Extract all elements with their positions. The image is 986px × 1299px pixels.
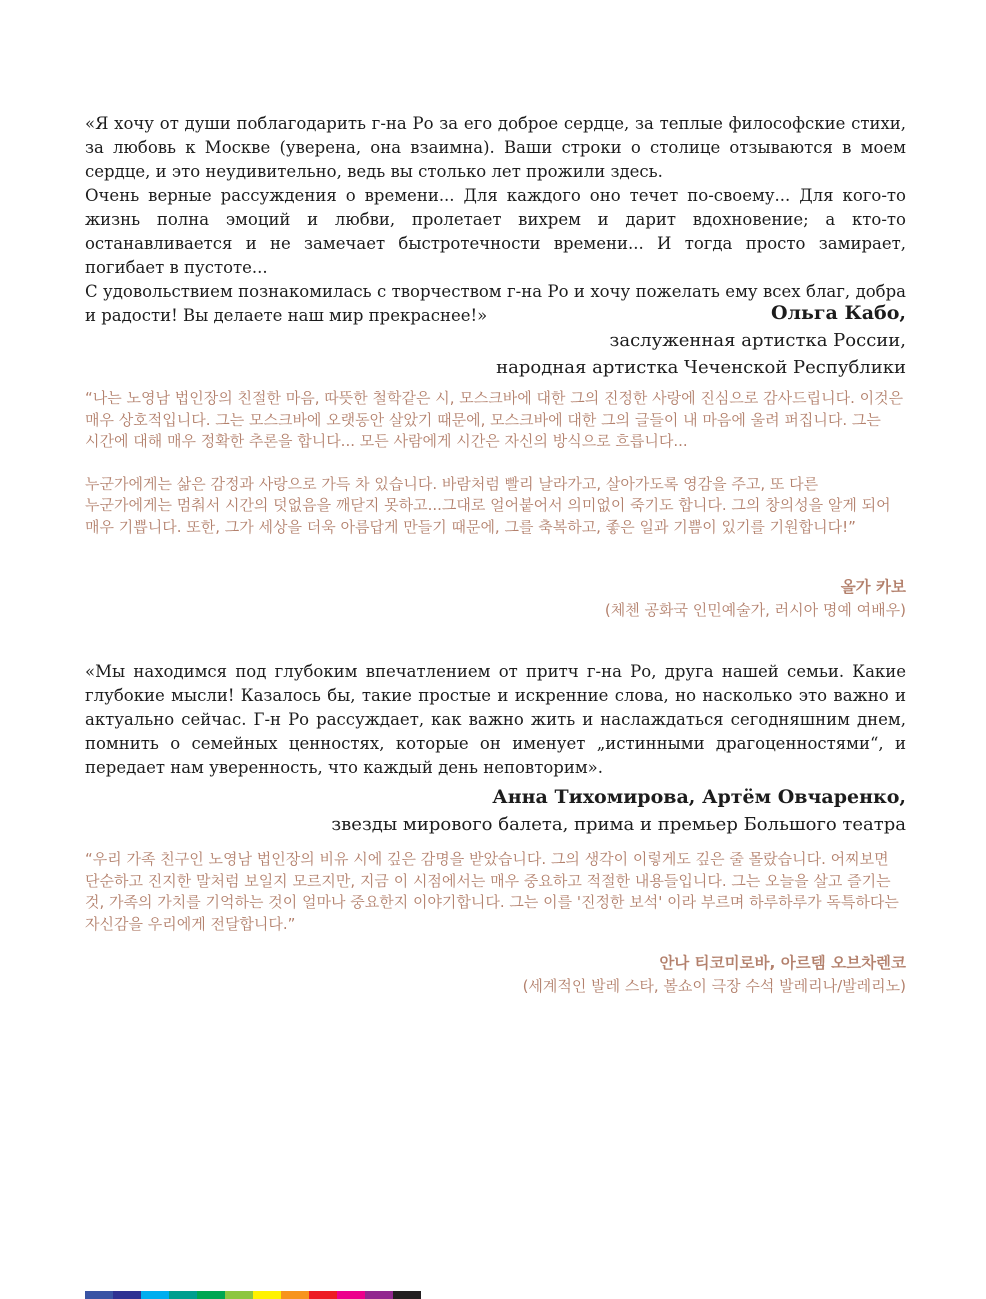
paragraph: Очень верные рассуждения о времени... Для каждого оно течет по-своему... Для кого-то жизнь полна эмоций и любви, пролетает вихрем и дарит вдохновение; а кто-то останавливается и не замечает быстротечности времени... И тогда просто замирает, погибает в пустоте...: [85, 186, 906, 277]
testimonial-1-korean-quote: [85, 388, 906, 538]
testimonial-1-russian-signature: [85, 300, 906, 381]
signature-name: Анна Тихомирова, Артём Овчаренко,: [492, 786, 906, 808]
color-bar-segment: [281, 1291, 309, 1299]
signature-name: 안나 티코미로바, 아르템 오브차렌코: [659, 954, 906, 972]
color-bar-segment: [141, 1291, 169, 1299]
signature-name: Ольга Кабо,: [771, 302, 906, 324]
color-bar-segment: [169, 1291, 197, 1299]
signature-title: заслуженная артистка России,: [609, 330, 906, 351]
signature-title: звезды мирового балета, прима и премьер Большого театра: [331, 814, 906, 835]
color-bar-segment: [253, 1291, 281, 1299]
color-bar-segment: [309, 1291, 337, 1299]
color-bar-segment: [393, 1291, 421, 1299]
signature-title: (체첸 공화국 인민예술가, 러시아 명예 여배우): [604, 601, 906, 619]
paragraph: 누군가에게는 삶은 감정과 사랑으로 가득 차 있습니다. 바람처럼 빨리 날라가고, 살아가도록 영감을 주고, 또 다른 누군가에게는 멈춰서 시간의 덧없음을 깨닫지 못하고...그대로 얼어붙어서 의미없이 죽기도 합니다. 그의 창의성을 알게 되어 매우 기쁩니다. 또한, 그가 세상을 더욱 아름답게 만들기 때문에, 그를 축복하고, 좋은 일과 기쁨이 있기를 기원합니다!”: [85, 474, 891, 536]
paragraph: “우리 가족 친구인 노영남 법인장의 비유 시에 깊은 감명을 받았습니다. 그의 생각이 이렇게도 깊은 줄 몰랐습니다. 어찌보면 단순하고 진지한 말처럼 보일지 모르지만, 지금 이 시점에서는 매우 중요하고 적절한 내용들입니다. 그는 오늘을 살고 즐기는 것, 가족의 가치를 기억하는 것이 얼마나 중요한지 이야기합니다. 그는 이를 '진정한 보석' 이라 부르며 하루하루가 독특하다는 자신감을 우리에게 전달합니다.”: [85, 850, 899, 933]
paragraph: «Мы находимся под глубоким впечатлением от притч г-на Ро, друга нашей семьи. Какие глубокие мысли! Казалось бы, такие простые и искренние слова, но насколько это важно и актуально сейчас. Г-н Ро рассуждает, как важно жить и наслаждаться сегодняшним днем, помнить о семейных ценностях, которые он именует „истинными драгоценностями“, и передает нам уверенность, что каждый день неповторим».: [85, 662, 906, 777]
color-bar-segment: [85, 1291, 113, 1299]
signature-title: (세계적인 발레 스타, 볼쇼이 극장 수석 발레리나/발레리노): [522, 977, 906, 995]
color-bar-segment: [365, 1291, 393, 1299]
testimonial-2-korean-quote: [85, 849, 906, 935]
color-bar-segment: [113, 1291, 141, 1299]
testimonial-2-russian-signature: [85, 784, 906, 838]
paragraph: “나는 노영남 법인장의 친절한 마음, 따뜻한 철학같은 시, 모스크바에 대한 그의 진정한 사랑에 진심으로 감사드립니다. 이것은 매우 상호적입니다. 그는 모스크바에 오랫동안 살았기 때문에, 모스크바에 대한 그의 글들이 내 마음에 울려 퍼집니다. 그는 시간에 대해 매우 정확한 추론을 합니다... 모든 사람에게 시간은 자신의 방식으로 흐릅니다...: [85, 389, 904, 450]
color-bar-segment: [197, 1291, 225, 1299]
paragraph: С удовольствием познакомилась с творчеством г-на Ро и хочу пожелать ему всех благ, добра и радости! Вы делаете наш мир прекраснее!»: [85, 282, 906, 325]
color-bar-segment: [225, 1291, 253, 1299]
testimonial-2-russian-quote: [85, 660, 906, 780]
testimonial-1-russian-quote: [85, 112, 906, 328]
print-color-control-strip: [85, 1291, 421, 1299]
signature-name: 올가 카보: [840, 578, 906, 596]
testimonial-1-korean-signature: [85, 576, 906, 622]
paragraph: «Я хочу от души поблагодарить г-на Ро за его доброе сердце, за теплые философские стихи, за любовь к Москве (уверена, она взаимна). Ваши строки о столице отзываются в моем сердце, и это неудивительно, ведь вы столько лет прожили здесь.: [85, 114, 906, 181]
testimonial-2-korean-signature: [85, 952, 906, 998]
color-bar-segment: [337, 1291, 365, 1299]
signature-title: народная артистка Чеченской Республики: [496, 357, 906, 378]
